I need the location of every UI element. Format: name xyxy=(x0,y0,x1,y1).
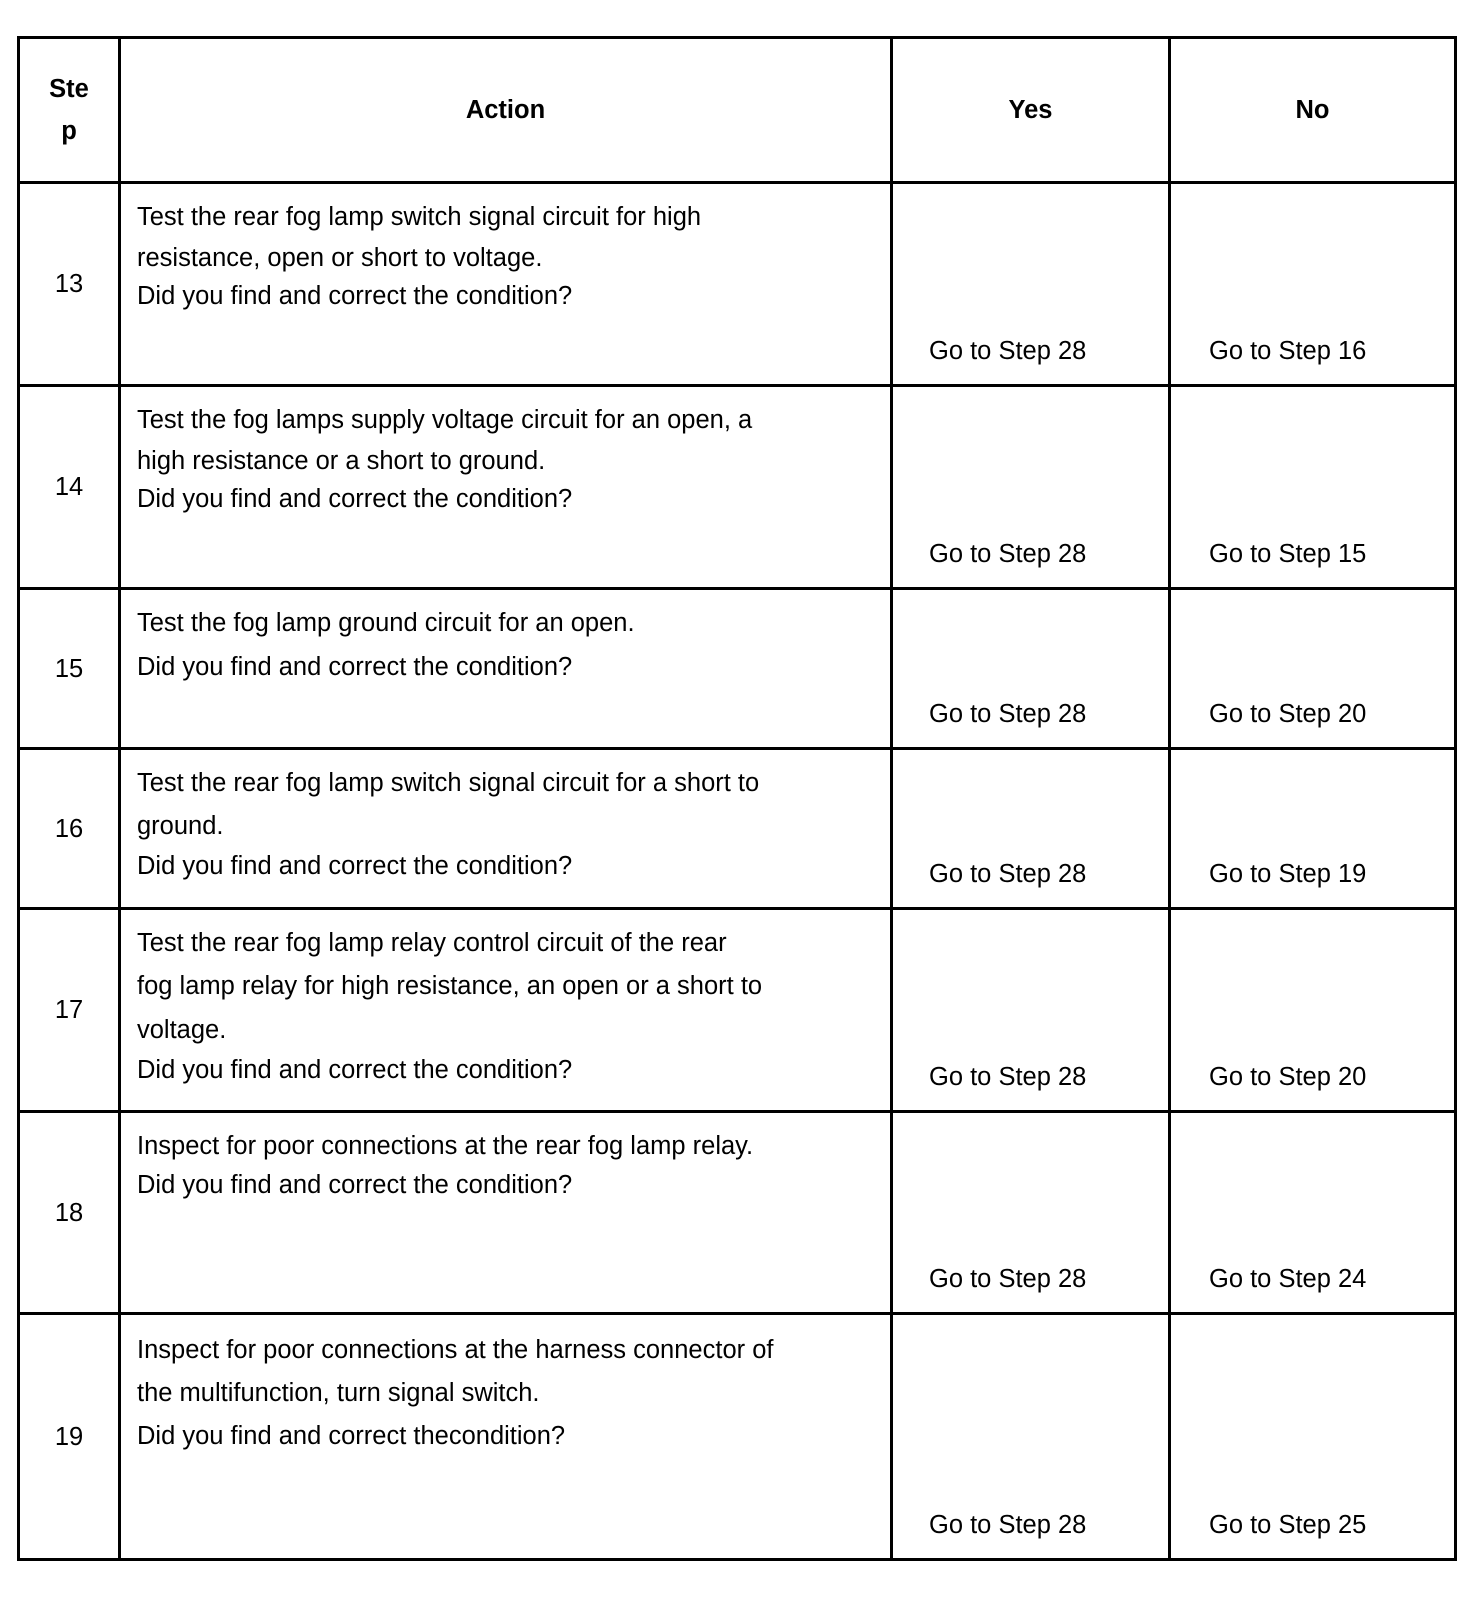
no-result: Go to Step 20 xyxy=(1170,909,1456,1112)
action-question: Did you find and correct the condition? xyxy=(137,1171,573,1199)
header-action: Action xyxy=(120,38,892,183)
no-result: Go to Step 25 xyxy=(1170,1314,1456,1560)
step-number: 18 xyxy=(19,1112,120,1314)
header-no: No xyxy=(1170,38,1456,183)
table-header xyxy=(19,38,1456,183)
header-row xyxy=(19,38,1456,183)
action-cell xyxy=(120,1314,892,1560)
step-number: 19 xyxy=(19,1314,120,1560)
action-text: voltage. xyxy=(137,1016,227,1044)
no-result: Go to Step 15 xyxy=(1170,386,1456,589)
table-row xyxy=(19,589,1456,749)
action-text: the multifunction, turn signal switch. xyxy=(137,1379,540,1407)
table-row xyxy=(19,183,1456,386)
yes-result: Go to Step 28 xyxy=(892,749,1170,909)
header-step: Step xyxy=(19,38,120,183)
action-cell xyxy=(120,589,892,749)
no-result: Go to Step 16 xyxy=(1170,183,1456,386)
action-text: Test the fog lamps supply voltage circuit for an open, a xyxy=(137,406,753,434)
action-text: Test the rear fog lamp relay control circuit of the rear xyxy=(137,929,727,957)
yes-result: Go to Step 28 xyxy=(892,909,1170,1112)
no-result: Go to Step 19 xyxy=(1170,749,1456,909)
yes-result: Go to Step 28 xyxy=(892,589,1170,749)
no-result: Go to Step 24 xyxy=(1170,1112,1456,1314)
table-row xyxy=(19,749,1456,909)
step-number: 17 xyxy=(19,909,120,1112)
step-number: 15 xyxy=(19,589,120,749)
action-text: ground. xyxy=(137,812,224,840)
diagnostic-table xyxy=(17,36,1457,1561)
table-row xyxy=(19,1314,1456,1560)
action-question: Did you find and correct the condition? xyxy=(137,282,573,310)
yes-result: Go to Step 28 xyxy=(892,386,1170,589)
table-row xyxy=(19,1112,1456,1314)
action-text: resistance, open or short to voltage. xyxy=(137,244,543,272)
action-text: Test the rear fog lamp switch signal circuit for a short to xyxy=(137,769,760,797)
action-question: Did you find and correct the condition? xyxy=(137,852,573,880)
action-question: Did you find and correct thecondition? xyxy=(137,1422,566,1450)
yes-result: Go to Step 28 xyxy=(892,183,1170,386)
action-question: Did you find and correct the condition? xyxy=(137,653,573,681)
table-row xyxy=(19,909,1456,1112)
action-cell xyxy=(120,386,892,589)
table-row xyxy=(19,386,1456,589)
action-text: Test the fog lamp ground circuit for an open. xyxy=(137,609,635,637)
step-number: 14 xyxy=(19,386,120,589)
action-cell xyxy=(120,1112,892,1314)
action-text: Test the rear fog lamp switch signal circuit for high xyxy=(137,203,702,231)
action-cell xyxy=(120,909,892,1112)
table-body xyxy=(19,183,1456,1560)
action-text: fog lamp relay for high resistance, an open or a short to xyxy=(137,972,763,1000)
no-result: Go to Step 20 xyxy=(1170,589,1456,749)
action-text: Inspect for poor connections at the rear fog lamp relay. xyxy=(137,1132,754,1160)
action-cell xyxy=(120,749,892,909)
action-question: Did you find and correct the condition? xyxy=(137,1056,573,1084)
step-number: 13 xyxy=(19,183,120,386)
action-text: Inspect for poor connections at the harness connector of xyxy=(137,1336,774,1364)
header-yes: Yes xyxy=(892,38,1170,183)
action-cell xyxy=(120,183,892,386)
action-question: Did you find and correct the condition? xyxy=(137,485,573,513)
yes-result: Go to Step 28 xyxy=(892,1112,1170,1314)
yes-result: Go to Step 28 xyxy=(892,1314,1170,1560)
action-text: high resistance or a short to ground. xyxy=(137,447,546,475)
step-number: 16 xyxy=(19,749,120,909)
